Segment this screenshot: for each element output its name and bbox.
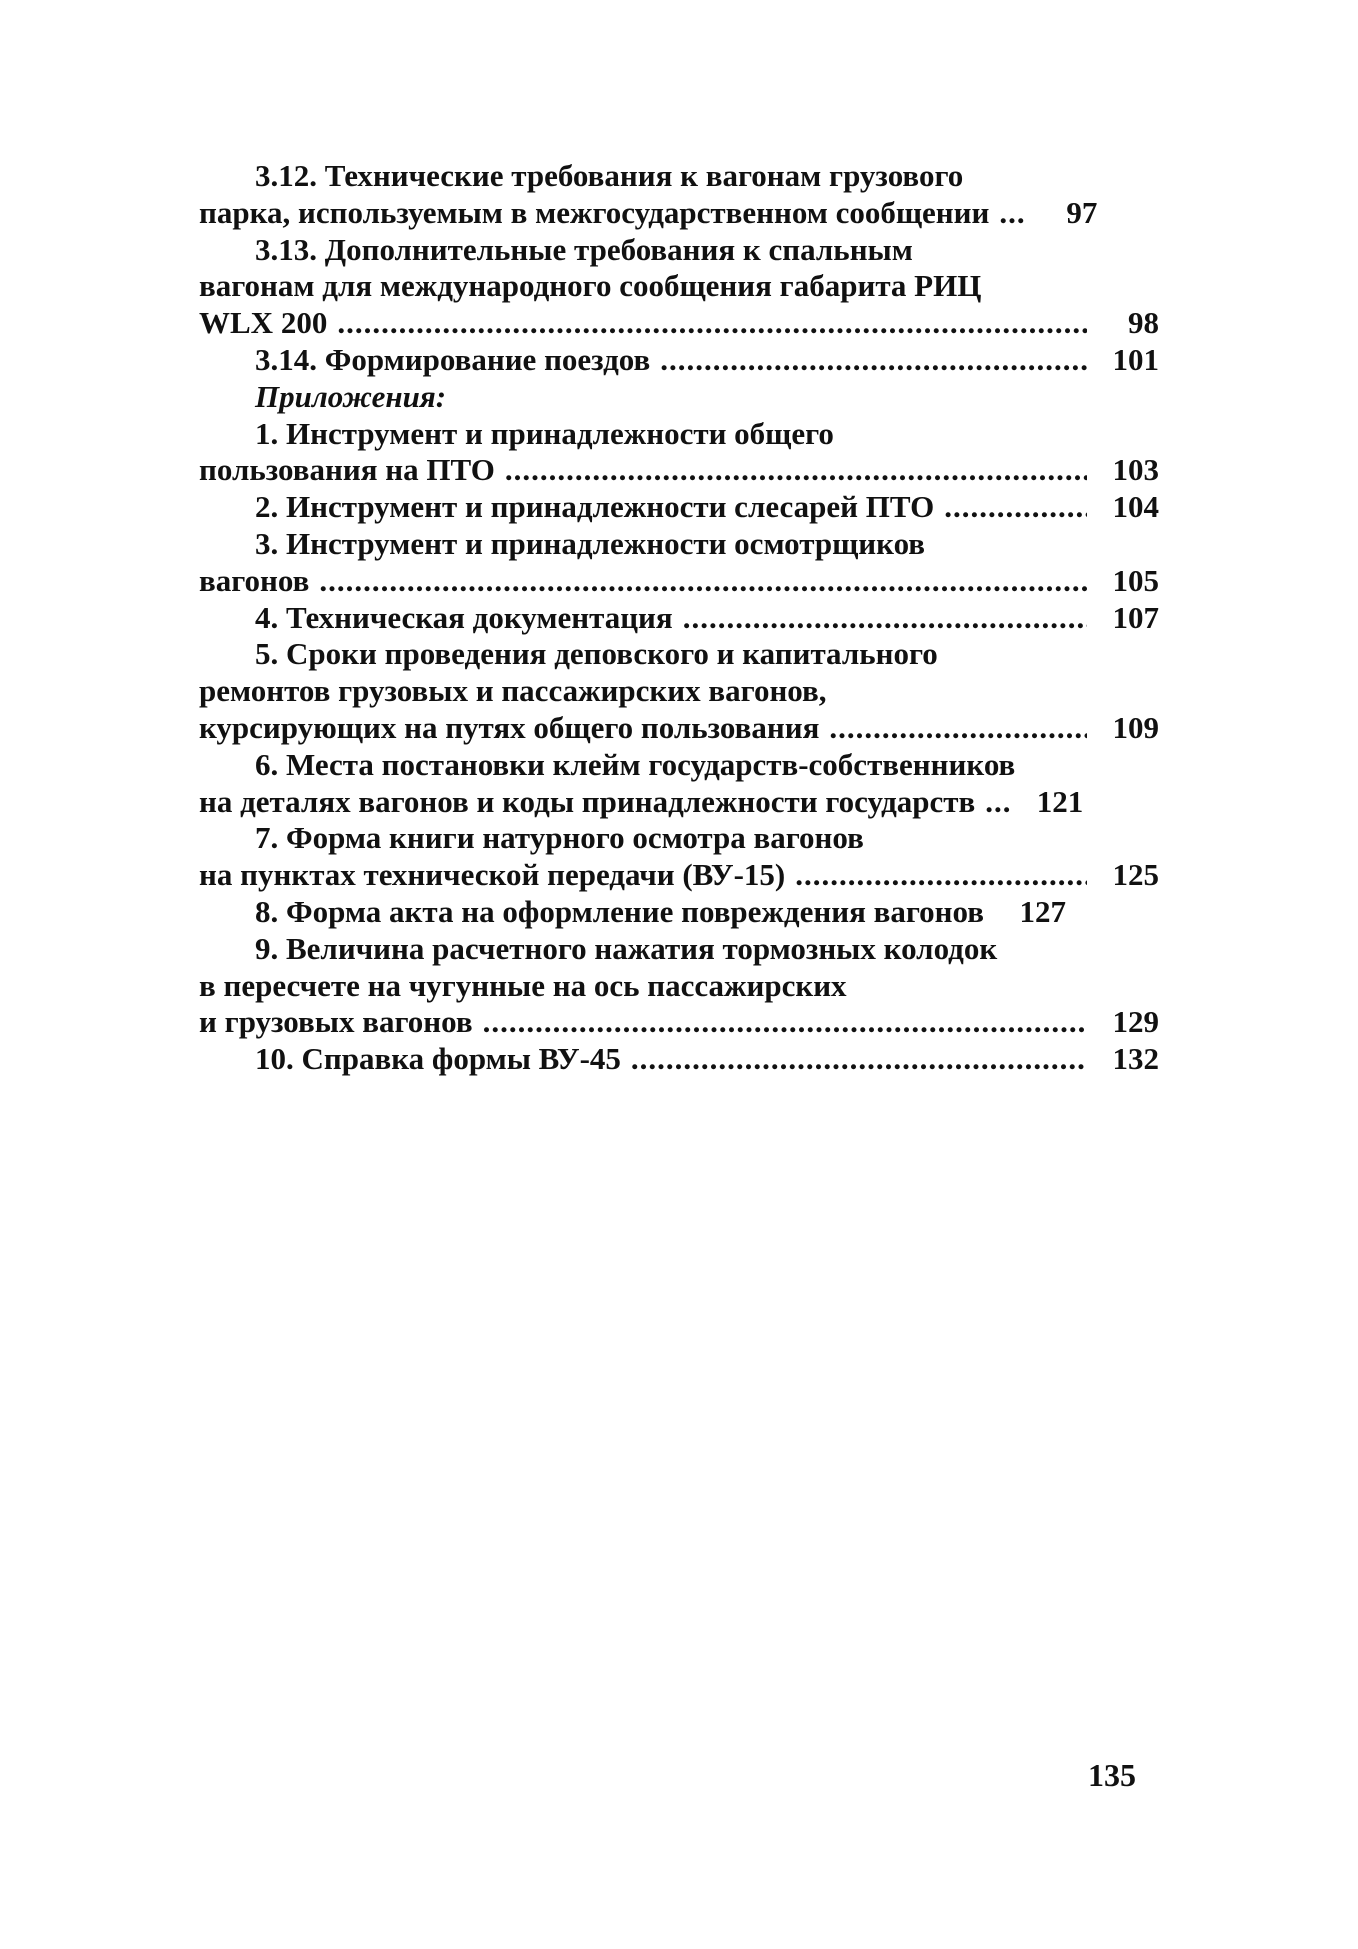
toc-line [199,1004,1159,1041]
toc-line [199,673,1159,710]
toc-line [199,784,1159,821]
table-of-contents [199,158,1159,1078]
dot-leader [999,195,1025,232]
dot-leader [683,600,1087,637]
toc-entry [199,158,1159,232]
toc-line [199,526,1159,563]
toc-line [199,158,1159,195]
toc-page-number: 104 [1112,489,1159,525]
toc-page-number: 98 [1128,305,1159,341]
toc-entry-title: 8. Форма акта на оформление повреждения вагонов [255,893,984,929]
toc-line [199,600,1159,637]
toc-page-number: 127 [1019,893,1066,929]
toc-page-number: 101 [1112,341,1159,377]
toc-line [199,894,1159,931]
toc-line [199,1041,1159,1078]
toc-entry [199,416,1159,490]
toc-entry-title: на пунктах технической передачи (ВУ-15) [199,857,786,893]
toc-entry [199,342,1159,379]
toc-entry-title: 3.14. Формирование поездов [255,341,651,377]
toc-entry-title: курсирующих на путях общего пользования [199,709,820,745]
toc-page-number: 97 [1066,194,1098,230]
dot-leader [337,305,1087,342]
toc-entry-title: в пересчете на чугунные на ось пассажирских [199,967,847,1003]
toc-entry-title: и грузовых вагонов [199,1004,473,1040]
toc-line [199,747,1159,784]
dot-leader [505,452,1087,489]
toc-entry-title: 3.12. Технические требования к вагонам грузового [255,158,964,193]
toc-entry-title: 9. Величина расчетного нажатия тормозных колодок [255,930,998,966]
toc-entry-title: вагонов [199,562,310,598]
dot-leader [660,342,1087,379]
toc-line [199,195,1159,232]
toc-line [199,489,1159,526]
toc-entry [199,489,1159,526]
dot-leader [483,1004,1087,1041]
page-number: 135 [1088,1757,1136,1793]
toc-entry-title: на деталях вагонов и коды принадлежности государств [199,783,976,819]
toc-entry [199,600,1159,637]
toc-line [199,931,1159,968]
toc-entry-title: 4. Техническая документация [255,599,673,635]
toc-line [199,268,1159,305]
dot-leader [944,489,1087,526]
toc-line [199,379,1159,416]
toc-page-number: 121 [1036,783,1084,819]
toc-line [199,416,1159,453]
toc-line [199,636,1159,673]
toc-page-number: 125 [1112,857,1159,893]
toc-entry-title: пользования на ПТО [199,452,495,488]
toc-entry-title: 7. Форма книги натурного осмотра вагонов [255,820,864,856]
toc-section-heading [199,379,1159,416]
toc-line [199,710,1159,747]
toc-entry [199,232,1159,342]
toc-entry [199,526,1159,600]
toc-entry-title: 3.13. Дополнительные требования к спальным [255,231,913,267]
toc-page-number: 129 [1112,1004,1159,1040]
toc-entry [199,931,1159,1041]
toc-entry-title: ремонтов грузовых и пассажирских вагонов, [199,673,827,709]
toc-entry-title: 6. Места постановки клейм государств-собственников [255,746,1016,782]
toc-entry-title: 5. Сроки проведения деповского и капитального [255,636,938,672]
toc-entry-title: 3. Инструмент и принадлежности осмотрщиков [255,525,926,561]
toc-line [199,342,1159,379]
toc-page-number: 103 [1112,452,1159,488]
toc-entry-title: WLX 200 [199,305,328,341]
toc-entry-title: 10. Справка формы ВУ-45 [255,1041,621,1077]
dot-leader [631,1041,1087,1078]
toc-entry-title: вагонам для международного сообщения габарита РИЦ [199,268,982,304]
toc-entry-title: 2. Инструмент и принадлежности слесарей ПТО [255,489,935,525]
dot-leader [319,563,1087,600]
dot-leader [985,784,1011,821]
toc-entry [199,636,1159,746]
toc-entry-title: парка, используемым в межгосударственном сообщении [199,194,990,230]
toc-page-number: 132 [1112,1041,1159,1077]
toc-entry [199,820,1159,894]
toc-line [199,452,1159,489]
toc-line [199,968,1159,1005]
toc-line [199,857,1159,894]
section-heading-text: Приложения: [255,378,447,414]
toc-line [199,563,1159,600]
toc-page-number: 107 [1112,599,1159,635]
toc-entry [199,894,1159,931]
toc-line [199,305,1159,342]
toc-line [199,820,1159,857]
toc-entry [199,747,1159,821]
toc-page-number: 105 [1112,562,1159,598]
dot-leader [795,857,1087,894]
toc-page-number: 109 [1112,709,1159,745]
toc-entry [199,1041,1159,1078]
toc-entry-title: 1. Инструмент и принадлежности общего [255,415,834,451]
dot-leader [829,710,1087,747]
toc-line [199,232,1159,269]
